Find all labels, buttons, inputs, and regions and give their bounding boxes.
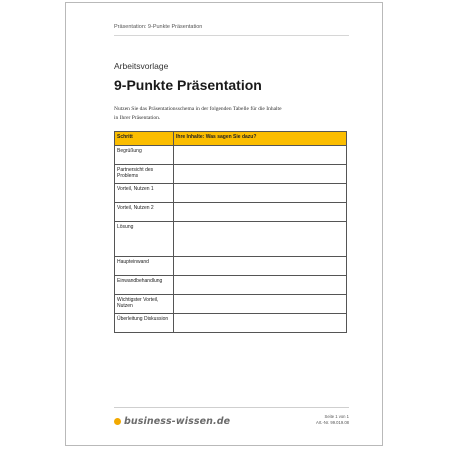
table-row [115, 146, 347, 165]
step-cell: Vorteil, Nutzen 1 [115, 184, 174, 203]
column-header-step: Schritt [115, 132, 174, 146]
content-cell[interactable] [174, 146, 347, 165]
step-cell: Lösung [115, 222, 174, 257]
document-kicker: Arbeitsvorlage [114, 61, 169, 71]
table-header-row [115, 132, 347, 146]
brand-logo-text: business-wissen.de [124, 416, 231, 427]
content-cell[interactable] [174, 203, 347, 222]
document-page [65, 2, 383, 446]
step-cell: Überleitung Diskussion [115, 314, 174, 333]
step-cell: Einwandbehandlung [115, 276, 174, 295]
intro-line-2: in Ihrer Präsentation. [114, 115, 161, 121]
table-row [115, 295, 347, 314]
intro-line-1: Nutzen Sie das Präsentationsschema in der folgenden Tabelle für die Inhalte [114, 106, 282, 112]
brand-dot-icon [114, 418, 121, 425]
step-cell: Haupteinwand [115, 257, 174, 276]
column-header-content: Ihre Inhalte: Was sagen Sie dazu? [174, 132, 347, 146]
step-cell: Vorteil, Nutzen 2 [115, 203, 174, 222]
content-cell[interactable] [174, 295, 347, 314]
table-row [115, 257, 347, 276]
table-row [115, 222, 347, 257]
page-number: Seite 1 von 1 [324, 414, 349, 419]
content-cell[interactable] [174, 276, 347, 295]
page-info [316, 414, 349, 426]
table-row [115, 276, 347, 295]
presentation-schema-table [114, 131, 347, 333]
table-row [115, 203, 347, 222]
header-divider [114, 35, 349, 36]
step-cell: Wichtigster Vorteil, Nutzen [115, 295, 174, 314]
content-cell[interactable] [174, 314, 347, 333]
content-cell[interactable] [174, 257, 347, 276]
running-header: Präsentation: 9-Punkte Präsentation [114, 24, 203, 30]
document-title: 9-Punkte Präsentation [114, 77, 262, 93]
article-number: Art.-Nr. 99.019.08 [315, 420, 349, 425]
content-cell[interactable] [174, 222, 347, 257]
step-cell: Partnersicht des Problems [115, 165, 174, 184]
table-row [115, 184, 347, 203]
step-cell: Begrüßung [115, 146, 174, 165]
intro-text [114, 105, 314, 123]
table-row [115, 165, 347, 184]
content-cell[interactable] [174, 165, 347, 184]
table-row [115, 314, 347, 333]
content-cell[interactable] [174, 184, 347, 203]
footer-divider [114, 407, 349, 408]
